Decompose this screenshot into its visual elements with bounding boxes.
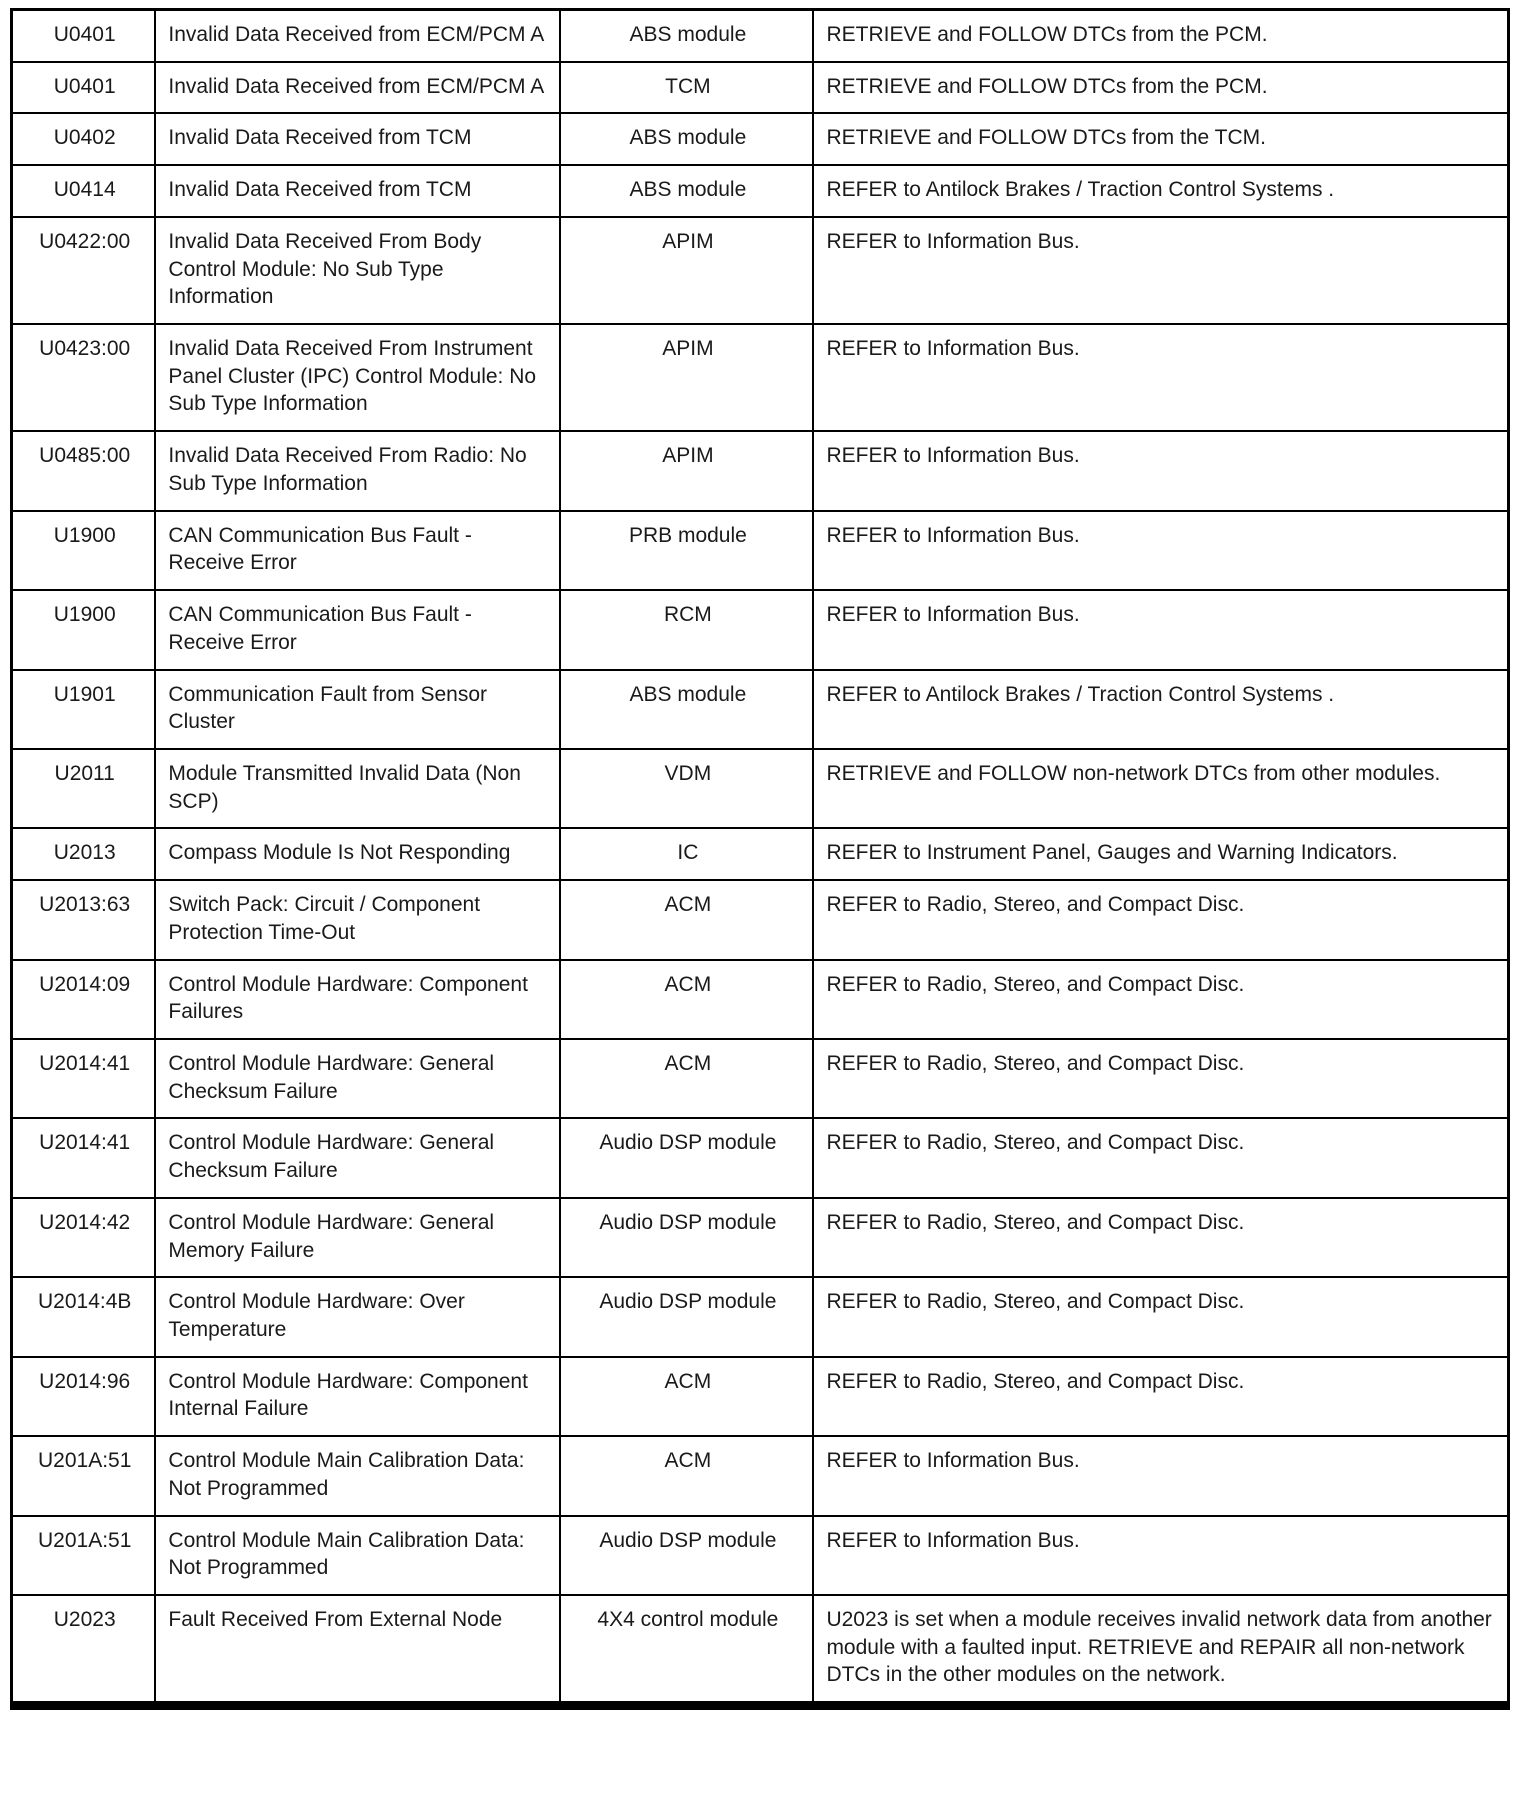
module-cell: IC (560, 828, 813, 880)
dtc-code-cell: U201A:51 (12, 1436, 156, 1515)
description-cell: Invalid Data Received from TCM (155, 113, 560, 165)
table-row (12, 165, 1509, 217)
table-row (12, 431, 1509, 510)
dtc-code-cell: U2023 (12, 1595, 156, 1706)
table-row (12, 217, 1509, 324)
description-cell: Control Module Main Calibration Data: Not Programmed (155, 1516, 560, 1595)
table-row (12, 62, 1509, 114)
module-cell: ACM (560, 960, 813, 1039)
description-cell: Switch Pack: Circuit / Component Protection Time-Out (155, 880, 560, 959)
dtc-code-cell: U2011 (12, 749, 156, 828)
action-cell: REFER to Information Bus. (813, 1516, 1508, 1595)
module-cell: VDM (560, 749, 813, 828)
action-cell: REFER to Information Bus. (813, 590, 1508, 669)
description-cell: Module Transmitted Invalid Data (Non SCP) (155, 749, 560, 828)
module-cell: ACM (560, 880, 813, 959)
description-cell: Compass Module Is Not Responding (155, 828, 560, 880)
description-cell: Fault Received From External Node (155, 1595, 560, 1706)
description-cell: Invalid Data Received From Instrument Panel Cluster (IPC) Control Module: No Sub Type Information (155, 324, 560, 431)
module-cell: ABS module (560, 10, 813, 62)
action-cell: REFER to Radio, Stereo, and Compact Disc. (813, 1277, 1508, 1356)
dtc-code-cell: U201A:51 (12, 1516, 156, 1595)
dtc-code-cell: U2014:42 (12, 1198, 156, 1277)
action-cell: REFER to Radio, Stereo, and Compact Disc. (813, 1118, 1508, 1197)
dtc-table-body (12, 10, 1509, 1706)
action-cell: REFER to Radio, Stereo, and Compact Disc. (813, 960, 1508, 1039)
dtc-code-cell: U2014:41 (12, 1118, 156, 1197)
action-cell: REFER to Information Bus. (813, 324, 1508, 431)
table-row (12, 1357, 1509, 1436)
module-cell: Audio DSP module (560, 1277, 813, 1356)
dtc-code-cell: U2013:63 (12, 880, 156, 959)
table-row (12, 1277, 1509, 1356)
description-cell: Control Module Hardware: Component Failures (155, 960, 560, 1039)
module-cell: Audio DSP module (560, 1198, 813, 1277)
module-cell: ACM (560, 1436, 813, 1515)
dtc-code-cell: U2014:41 (12, 1039, 156, 1118)
dtc-code-cell: U2014:4B (12, 1277, 156, 1356)
action-cell: REFER to Instrument Panel, Gauges and Warning Indicators. (813, 828, 1508, 880)
action-cell: REFER to Radio, Stereo, and Compact Disc. (813, 1357, 1508, 1436)
module-cell: ABS module (560, 165, 813, 217)
module-cell: Audio DSP module (560, 1516, 813, 1595)
action-cell: REFER to Radio, Stereo, and Compact Disc. (813, 1198, 1508, 1277)
module-cell: RCM (560, 590, 813, 669)
module-cell: 4X4 control module (560, 1595, 813, 1706)
module-cell: ACM (560, 1039, 813, 1118)
table-row (12, 1039, 1509, 1118)
description-cell: Communication Fault from Sensor Cluster (155, 670, 560, 749)
dtc-code-cell: U1900 (12, 590, 156, 669)
table-row (12, 1516, 1509, 1595)
dtc-code-cell: U1901 (12, 670, 156, 749)
module-cell: PRB module (560, 511, 813, 590)
table-row (12, 10, 1509, 62)
description-cell: CAN Communication Bus Fault - Receive Error (155, 511, 560, 590)
description-cell: Invalid Data Received from TCM (155, 165, 560, 217)
module-cell: APIM (560, 431, 813, 510)
module-cell: APIM (560, 217, 813, 324)
action-cell: RETRIEVE and FOLLOW DTCs from the PCM. (813, 10, 1508, 62)
action-cell: RETRIEVE and FOLLOW non-network DTCs from other modules. (813, 749, 1508, 828)
module-cell: Audio DSP module (560, 1118, 813, 1197)
description-cell: Invalid Data Received From Radio: No Sub Type Information (155, 431, 560, 510)
description-cell: Control Module Hardware: General Checksum Failure (155, 1039, 560, 1118)
dtc-code-cell: U0402 (12, 113, 156, 165)
action-cell: RETRIEVE and FOLLOW DTCs from the TCM. (813, 113, 1508, 165)
table-row (12, 880, 1509, 959)
module-cell: APIM (560, 324, 813, 431)
description-cell: CAN Communication Bus Fault - Receive Error (155, 590, 560, 669)
description-cell: Control Module Hardware: Over Temperature (155, 1277, 560, 1356)
description-cell: Control Module Hardware: General Checksum Failure (155, 1118, 560, 1197)
dtc-code-cell: U0401 (12, 62, 156, 114)
action-cell: REFER to Antilock Brakes / Traction Control Systems . (813, 670, 1508, 749)
module-cell: ACM (560, 1357, 813, 1436)
dtc-code-cell: U2013 (12, 828, 156, 880)
action-cell: REFER to Information Bus. (813, 1436, 1508, 1515)
module-cell: ABS module (560, 670, 813, 749)
dtc-code-cell: U0485:00 (12, 431, 156, 510)
action-cell: REFER to Information Bus. (813, 431, 1508, 510)
description-cell: Control Module Hardware: Component Internal Failure (155, 1357, 560, 1436)
action-cell: REFER to Radio, Stereo, and Compact Disc. (813, 1039, 1508, 1118)
action-cell: REFER to Information Bus. (813, 217, 1508, 324)
dtc-code-cell: U1900 (12, 511, 156, 590)
table-row (12, 960, 1509, 1039)
dtc-chart-table (10, 8, 1510, 1710)
table-row (12, 1118, 1509, 1197)
table-row (12, 113, 1509, 165)
table-row (12, 1436, 1509, 1515)
table-row (12, 749, 1509, 828)
action-cell: RETRIEVE and FOLLOW DTCs from the PCM. (813, 62, 1508, 114)
table-row (12, 670, 1509, 749)
table-row (12, 590, 1509, 669)
dtc-code-cell: U0414 (12, 165, 156, 217)
table-row (12, 511, 1509, 590)
action-cell: REFER to Radio, Stereo, and Compact Disc. (813, 880, 1508, 959)
table-row (12, 1198, 1509, 1277)
description-cell: Invalid Data Received from ECM/PCM A (155, 62, 560, 114)
description-cell: Invalid Data Received from ECM/PCM A (155, 10, 560, 62)
dtc-code-cell: U0422:00 (12, 217, 156, 324)
description-cell: Control Module Main Calibration Data: Not Programmed (155, 1436, 560, 1515)
action-cell: REFER to Antilock Brakes / Traction Control Systems . (813, 165, 1508, 217)
description-cell: Invalid Data Received From Body Control Module: No Sub Type Information (155, 217, 560, 324)
table-row (12, 324, 1509, 431)
module-cell: TCM (560, 62, 813, 114)
dtc-code-cell: U0401 (12, 10, 156, 62)
table-row (12, 828, 1509, 880)
module-cell: ABS module (560, 113, 813, 165)
dtc-code-cell: U2014:96 (12, 1357, 156, 1436)
dtc-code-cell: U0423:00 (12, 324, 156, 431)
description-cell: Control Module Hardware: General Memory Failure (155, 1198, 560, 1277)
table-row (12, 1595, 1509, 1706)
dtc-code-cell: U2014:09 (12, 960, 156, 1039)
action-cell: REFER to Information Bus. (813, 511, 1508, 590)
action-cell: U2023 is set when a module receives invalid network data from another module with a faulted input. RETRIEVE and REPAIR all non-network DTCs in the other modules on the network. (813, 1595, 1508, 1706)
